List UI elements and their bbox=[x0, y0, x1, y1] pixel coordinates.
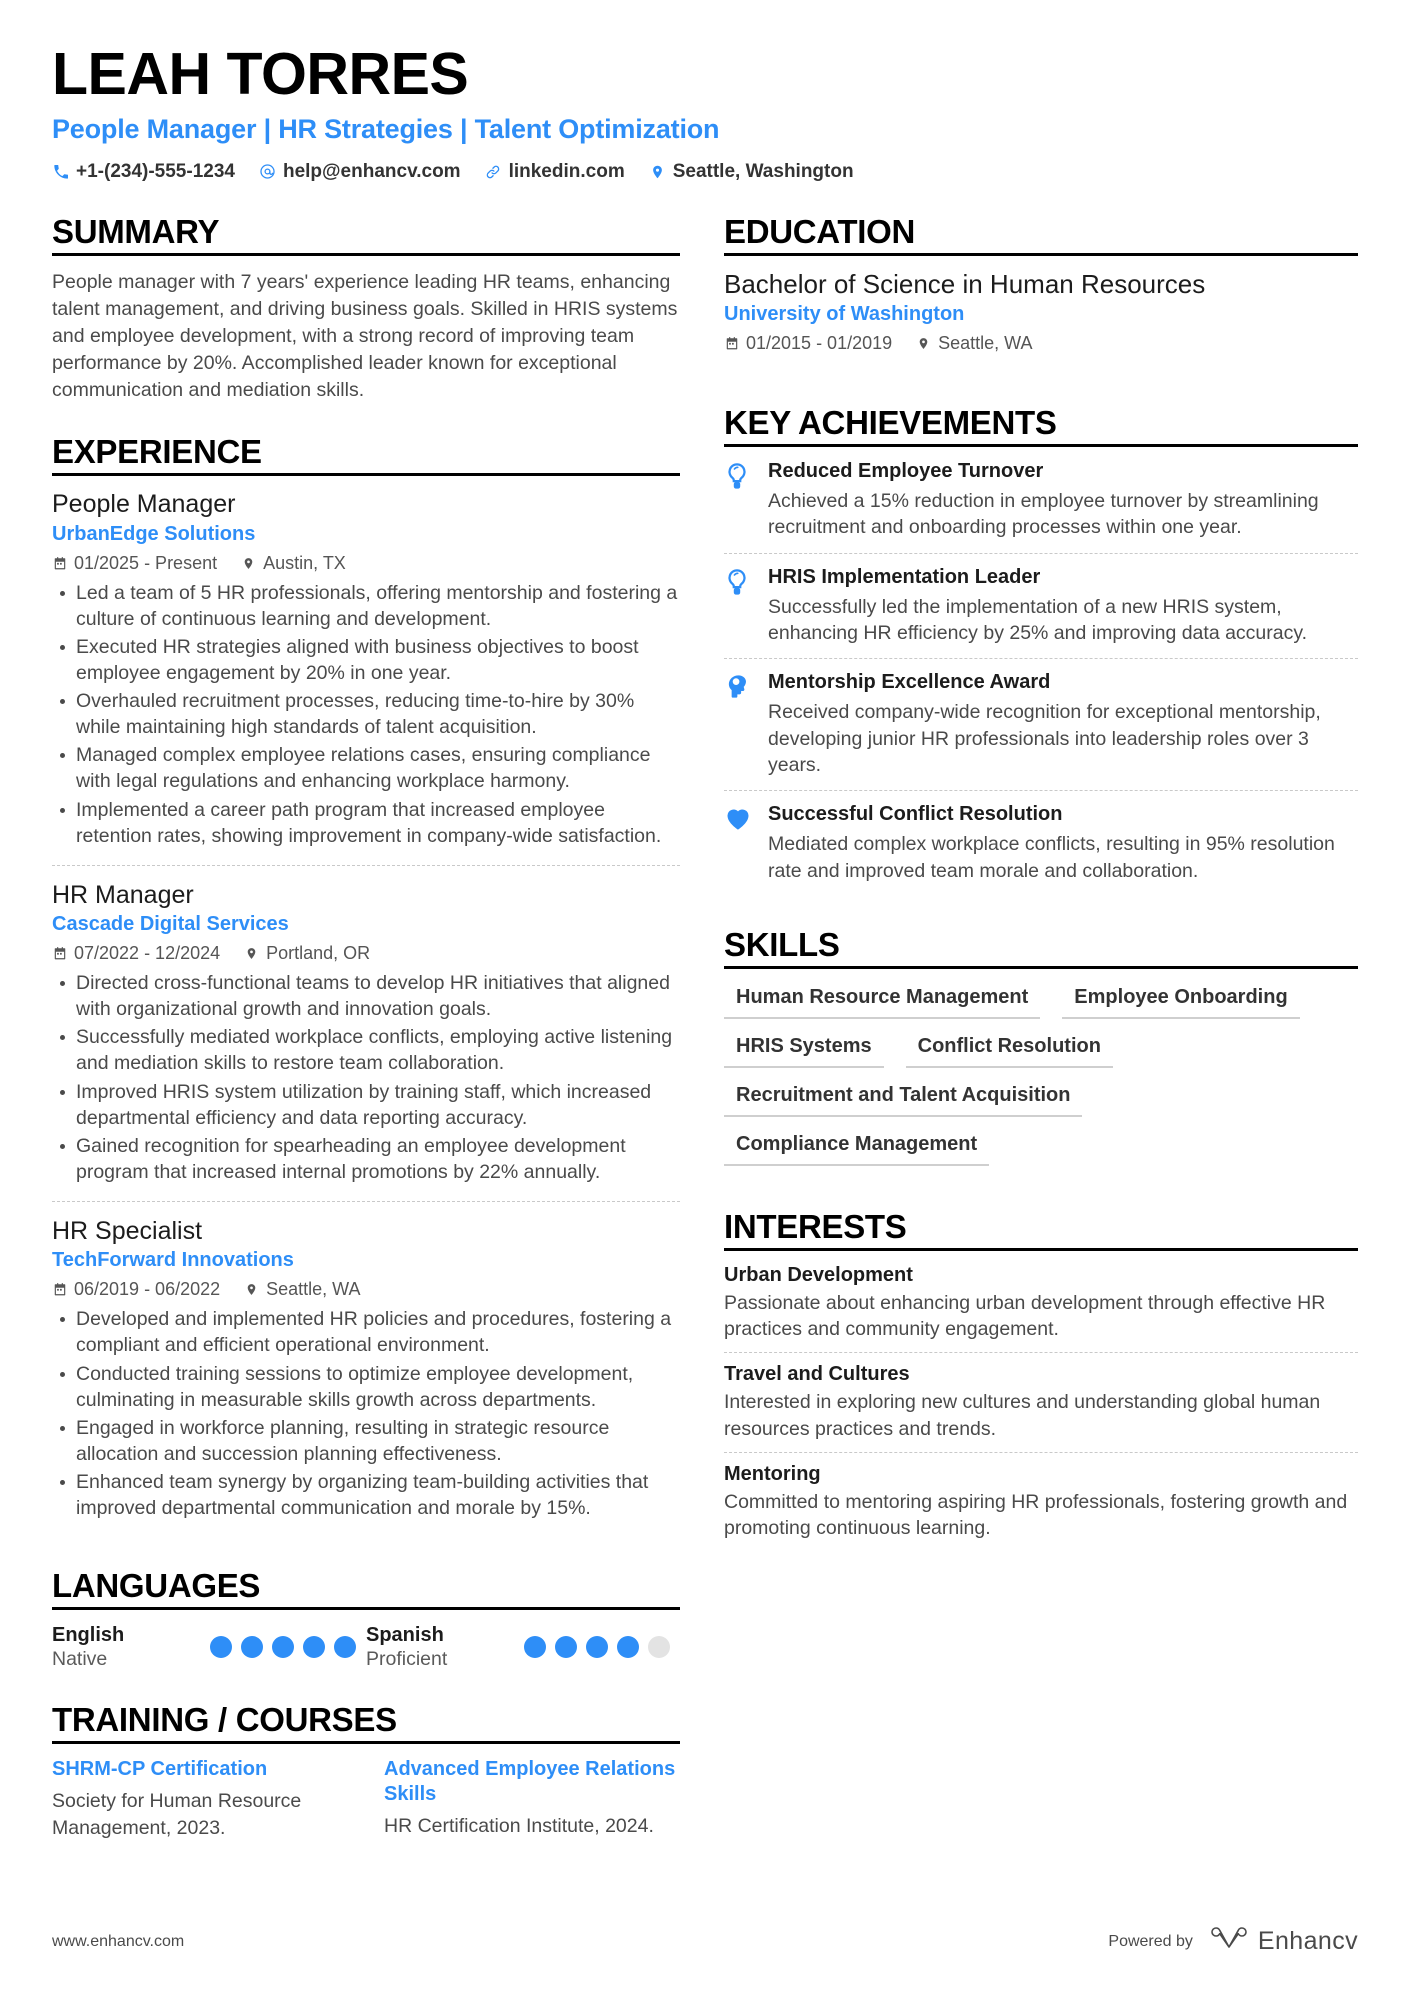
summary-text: People manager with 7 years' experience leading HR teams, enhancing talent management, and driving business goals. Skilled in HRIS systems and employee development, with a strong record of improving team performance by 20%. Accomplished leader known for exceptional communication and mediation skills. bbox=[52, 270, 678, 401]
achievement-desc: Mediated complex workplace conflicts, resulting in 95% resolution rate and improved team morale and collaboration. bbox=[768, 833, 1335, 882]
course-title[interactable]: SHRM-CP Certification bbox=[52, 1758, 268, 1781]
interest-item bbox=[724, 1452, 1358, 1552]
experience-location-text: Austin, TX bbox=[263, 552, 346, 573]
experience-meta bbox=[52, 943, 680, 964]
experience-location-text: Portland, OR bbox=[266, 943, 371, 964]
section-rule bbox=[52, 473, 680, 476]
interest-item bbox=[724, 1264, 1358, 1353]
achievement-desc: Successfully led the implementation of a new HRIS system, enhancing HR efficiency by 25% and improving data accuracy. bbox=[768, 595, 1308, 644]
rating-dot bbox=[241, 1636, 263, 1658]
skills-list bbox=[724, 982, 1358, 1178]
education-location bbox=[916, 333, 1032, 354]
achievement-body bbox=[768, 803, 1358, 884]
languages-grid bbox=[52, 1623, 680, 1671]
education-school[interactable]: University of Washington bbox=[724, 303, 965, 326]
rating-dot bbox=[555, 1636, 577, 1658]
section-languages bbox=[52, 1567, 680, 1671]
rating-dot bbox=[272, 1636, 294, 1658]
experience-role: HR Manager bbox=[52, 880, 194, 909]
language-name: English bbox=[52, 1624, 125, 1647]
language-rating bbox=[524, 1636, 670, 1658]
interest-desc: Passionate about enhancing urban development through effective HR practices and community engagement. bbox=[724, 1291, 1326, 1340]
footer-brand-area bbox=[1108, 1926, 1358, 1957]
achievement-item bbox=[724, 553, 1358, 659]
experience-location-text: Seattle, WA bbox=[266, 1279, 361, 1300]
experience-company[interactable]: UrbanEdge Solutions bbox=[52, 522, 256, 545]
course-item bbox=[384, 1757, 680, 1841]
rating-dot bbox=[617, 1636, 639, 1658]
section-courses bbox=[52, 1701, 680, 1841]
experience-dates bbox=[52, 553, 217, 574]
section-rule bbox=[724, 444, 1358, 447]
interest-title: Urban Development bbox=[724, 1263, 913, 1286]
experience-entry bbox=[52, 1201, 680, 1537]
section-title-courses: TRAINING / COURSES bbox=[52, 1701, 397, 1739]
page-footer bbox=[52, 1926, 1358, 1957]
achievement-title: Mentorship Excellence Award bbox=[768, 671, 1051, 694]
resume-header bbox=[52, 41, 1358, 183]
rating-dot bbox=[524, 1636, 546, 1658]
section-rule bbox=[724, 253, 1358, 256]
section-education bbox=[724, 213, 1358, 374]
experience-location bbox=[244, 943, 370, 964]
achievement-desc: Achieved a 15% reduction in employee turnover by streamlining recruitment and onboarding processes within one year. bbox=[768, 490, 1319, 539]
achievement-item bbox=[724, 460, 1358, 553]
interest-desc: Committed to mentoring aspiring HR professionals, fostering growth and promoting continuous learning. bbox=[724, 1490, 1348, 1540]
section-title-languages: LANGUAGES bbox=[52, 1567, 261, 1605]
achievement-item bbox=[724, 790, 1358, 896]
experience-meta bbox=[52, 553, 680, 574]
skill-item: Recruitment and Talent Acquisition bbox=[724, 1080, 1082, 1117]
skill-item: Employee Onboarding bbox=[1062, 982, 1299, 1019]
list-item: Conducted training sessions to optimize employee development, culminating in measurable skills growth across departments. bbox=[52, 1361, 680, 1413]
location-icon bbox=[244, 1282, 259, 1298]
location-icon bbox=[916, 336, 931, 352]
list-item: Implemented a career path program that increased employee retention rates, showing improvement in company-wide satisfaction. bbox=[52, 797, 680, 849]
experience-meta bbox=[52, 1279, 680, 1300]
phone-icon bbox=[52, 162, 69, 181]
contact-row bbox=[52, 161, 1358, 183]
language-labels bbox=[366, 1623, 447, 1671]
skill-item: Compliance Management bbox=[724, 1129, 989, 1166]
interest-desc: Interested in exploring new cultures and understanding global human resources practices and trends. bbox=[724, 1391, 1321, 1440]
location-icon bbox=[244, 946, 259, 962]
skill-item: Conflict Resolution bbox=[906, 1031, 1113, 1068]
resume-columns bbox=[52, 213, 1358, 1845]
language-name: Spanish bbox=[366, 1624, 444, 1647]
language-item bbox=[52, 1623, 366, 1671]
experience-role: HR Specialist bbox=[52, 1217, 203, 1246]
education-degree: Bachelor of Science in Human Resources bbox=[724, 268, 1206, 299]
education-entry bbox=[724, 269, 1358, 374]
achievement-item bbox=[724, 658, 1358, 790]
list-item: Gained recognition for spearheading an employee development program that increased internal promotions by 22% annually. bbox=[52, 1133, 680, 1185]
contact-link[interactable] bbox=[485, 161, 625, 183]
language-rating bbox=[210, 1636, 356, 1658]
course-desc: Society for Human Resource Management, 2023. bbox=[52, 1790, 302, 1839]
enhancv-mark-icon bbox=[1209, 1926, 1249, 1957]
list-item: Engaged in workforce planning, resulting in strategic resource allocation and succession planning effectiveness. bbox=[52, 1415, 680, 1467]
education-location-text: Seattle, WA bbox=[938, 333, 1033, 354]
course-title[interactable]: Advanced Employee Relations Skills bbox=[384, 1758, 676, 1806]
experience-bullets bbox=[52, 970, 680, 1185]
course-desc: HR Certification Institute, 2024. bbox=[384, 1815, 654, 1838]
experience-dates bbox=[52, 943, 220, 964]
experience-company[interactable]: Cascade Digital Services bbox=[52, 913, 289, 936]
language-item bbox=[366, 1623, 680, 1671]
link-icon bbox=[485, 162, 502, 181]
education-dates bbox=[724, 333, 892, 354]
achievement-desc: Received company-wide recognition for exceptional mentorship, developing junior HR professionals into leadership roles over 3 years. bbox=[768, 701, 1321, 776]
left-column bbox=[52, 213, 680, 1845]
rating-dot bbox=[586, 1636, 608, 1658]
section-title-skills: SKILLS bbox=[724, 925, 840, 963]
experience-entry bbox=[52, 865, 680, 1201]
section-summary bbox=[52, 213, 680, 403]
experience-location bbox=[241, 553, 346, 574]
courses-grid bbox=[52, 1757, 680, 1841]
experience-entry bbox=[52, 489, 680, 865]
section-rule bbox=[52, 1741, 680, 1744]
section-title-achievements: KEY ACHIEVEMENTS bbox=[724, 404, 1057, 442]
list-item: Enhanced team synergy by organizing team-building activities that improved departmental communication and morale by 15%. bbox=[52, 1469, 680, 1521]
rating-dot bbox=[334, 1636, 356, 1658]
language-labels bbox=[52, 1623, 124, 1671]
section-rule bbox=[52, 253, 680, 256]
lightbulb-icon bbox=[724, 460, 754, 541]
calendar-icon bbox=[52, 946, 67, 962]
section-rule bbox=[52, 1607, 680, 1610]
calendar-icon bbox=[724, 336, 739, 352]
candidate-name: LEAH TORRES bbox=[52, 41, 469, 107]
enhancv-wordmark: Enhancv bbox=[1257, 1927, 1358, 1955]
experience-dates-text: 07/2022 - 12/2024 bbox=[74, 943, 221, 964]
section-rule bbox=[724, 966, 1358, 969]
language-level: Proficient bbox=[366, 1647, 448, 1670]
interest-title: Mentoring bbox=[724, 1462, 821, 1485]
calendar-icon bbox=[52, 555, 67, 571]
list-item: Managed complex employee relations cases, ensuring compliance with legal regulations and enhancing workplace harmony. bbox=[52, 742, 680, 794]
skill-item: HRIS Systems bbox=[724, 1031, 884, 1068]
enhancv-logo bbox=[1209, 1926, 1358, 1957]
contact-phone-text: +1-(234)-555-1234 bbox=[76, 160, 235, 182]
heart-icon bbox=[724, 803, 754, 884]
skill-item: Human Resource Management bbox=[724, 982, 1040, 1019]
education-meta bbox=[724, 333, 1358, 354]
list-item: Executed HR strategies aligned with business objectives to boost employee engagement by 20% in one year. bbox=[52, 634, 680, 686]
section-title-summary: SUMMARY bbox=[52, 212, 220, 250]
education-dates-text: 01/2015 - 01/2019 bbox=[746, 333, 893, 354]
list-item: Overhauled recruitment processes, reducing time-to-hire by 30% while maintaining high standards of talent acquisition. bbox=[52, 688, 680, 740]
achievement-body bbox=[768, 671, 1358, 778]
experience-dates-text: 06/2019 - 06/2022 bbox=[74, 1279, 221, 1300]
experience-bullets bbox=[52, 1306, 680, 1521]
section-interests bbox=[724, 1208, 1358, 1552]
contact-email-text: help@enhancv.com bbox=[282, 160, 461, 182]
achievement-title: Reduced Employee Turnover bbox=[768, 460, 1044, 482]
section-experience bbox=[52, 433, 680, 1537]
section-achievements bbox=[724, 404, 1358, 896]
course-item bbox=[52, 1757, 348, 1841]
section-title-education: EDUCATION bbox=[724, 212, 916, 250]
rating-dot bbox=[648, 1636, 670, 1658]
list-item: Developed and implemented HR policies and procedures, fostering a compliant and efficient operational environment. bbox=[52, 1306, 680, 1358]
experience-company[interactable]: TechForward Innovations bbox=[52, 1249, 294, 1272]
section-title-experience: EXPERIENCE bbox=[52, 433, 262, 471]
candidate-headline: People Manager | HR Strategies | Talent Optimization bbox=[52, 113, 720, 144]
section-skills bbox=[724, 926, 1358, 1178]
experience-location bbox=[244, 1279, 360, 1300]
contact-location-text: Seattle, Washington bbox=[672, 160, 854, 182]
email-icon bbox=[259, 162, 276, 181]
experience-dates bbox=[52, 1279, 220, 1300]
section-title-interests: INTERESTS bbox=[724, 1207, 907, 1245]
experience-bullets bbox=[52, 580, 680, 849]
section-rule bbox=[724, 1248, 1358, 1251]
lightbulb-icon bbox=[724, 566, 754, 647]
language-level: Native bbox=[52, 1647, 108, 1670]
list-item: Led a team of 5 HR professionals, offering mentorship and fostering a culture of continuous learning and development. bbox=[52, 580, 680, 632]
interest-item bbox=[724, 1352, 1358, 1452]
location-icon bbox=[241, 555, 256, 571]
rating-dot bbox=[303, 1636, 325, 1658]
experience-role: People Manager bbox=[52, 490, 236, 519]
calendar-icon bbox=[52, 1282, 67, 1298]
contact-phone[interactable] bbox=[52, 161, 235, 183]
achievement-title: HRIS Implementation Leader bbox=[768, 565, 1041, 588]
rating-dot bbox=[210, 1636, 232, 1658]
experience-dates-text: 01/2025 - Present bbox=[74, 552, 218, 573]
achievement-body bbox=[768, 460, 1358, 541]
achievement-title: Successful Conflict Resolution bbox=[768, 803, 1063, 826]
location-icon bbox=[649, 162, 666, 181]
right-column bbox=[724, 213, 1358, 1556]
interest-title: Travel and Cultures bbox=[724, 1363, 910, 1386]
achievement-body bbox=[768, 566, 1358, 647]
footer-url[interactable]: www.enhancv.com bbox=[52, 1932, 185, 1950]
list-item: Directed cross-functional teams to develop HR initiatives that aligned with organizational growth and innovation goals. bbox=[52, 970, 680, 1022]
list-item: Successfully mediated workplace conflicts, employing active listening and mediation skills to restore team collaboration. bbox=[52, 1024, 680, 1076]
contact-link-text: linkedin.com bbox=[508, 160, 625, 182]
list-item: Improved HRIS system utilization by training staff, which increased departmental efficiency and data reporting accuracy. bbox=[52, 1079, 680, 1131]
contact-location bbox=[649, 161, 854, 183]
contact-email[interactable] bbox=[259, 161, 461, 183]
powered-by-label: Powered by bbox=[1108, 1932, 1193, 1950]
head-brain-icon bbox=[724, 671, 754, 778]
